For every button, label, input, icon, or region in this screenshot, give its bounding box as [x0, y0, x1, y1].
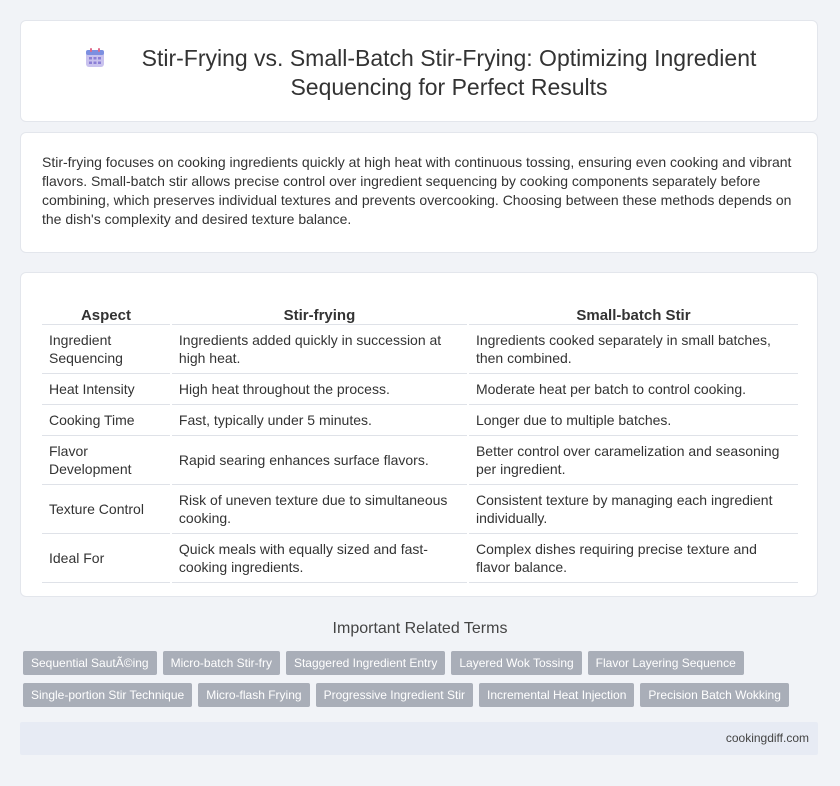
table-cell-aspect: Texture Control — [42, 485, 171, 534]
tag-row — [23, 683, 803, 707]
related-term-tag[interactable]: Micro-flash Frying — [198, 683, 309, 707]
related-terms-heading: Important Related Terms — [332, 620, 508, 637]
intro-paragraph: Stir-frying focuses on cooking ingredients quickly at high heat with continuous tossing, ensuring even cooking and vibrant flavors. Small-batch stir allows precise control over ingredient sequencing by cooking components separately before combining, which preserves individual textures and prevents overcooking. Choosing between these methods depends on the dish's complexity and desired texture balance. — [42, 154, 792, 227]
column-header-aspect: Aspect — [42, 293, 171, 325]
table-cell: High heat throughout the process. — [171, 374, 468, 405]
related-term-tag[interactable]: Layered Wok Tossing — [451, 651, 581, 675]
table-cell-aspect: Ingredient Sequencing — [42, 325, 171, 374]
table-row — [42, 405, 798, 436]
column-header-stir-frying: Stir-frying — [171, 293, 468, 325]
table-cell: Moderate heat per batch to control cooking. — [468, 374, 798, 405]
table-row — [42, 485, 798, 534]
related-term-tag[interactable]: Sequential SautÃ©ing — [23, 651, 157, 675]
table-row — [42, 534, 798, 583]
table-header-row — [42, 293, 798, 325]
table-cell: Ingredients cooked separately in small batches, then combined. — [468, 325, 798, 374]
table-cell: Consistent texture by managing each ingredient individually. — [468, 485, 798, 534]
tag-row — [23, 651, 803, 675]
footer-bar — [20, 722, 818, 755]
table-cell: Rapid searing enhances surface flavors. — [171, 436, 468, 485]
related-term-tag[interactable]: Micro-batch Stir-fry — [163, 651, 280, 675]
footer-site-link[interactable]: cookingdiff.com — [725, 731, 809, 745]
table-cell-aspect: Cooking Time — [42, 405, 171, 436]
table-row — [42, 436, 798, 485]
table-cell-aspect: Flavor Development — [42, 436, 171, 485]
table-cell: Fast, typically under 5 minutes. — [171, 405, 468, 436]
page-title — [21, 44, 817, 102]
related-terms-list — [23, 651, 803, 715]
table-cell: Quick meals with equally sized and fast-cooking ingredients. — [171, 534, 468, 583]
related-term-tag[interactable]: Incremental Heat Injection — [479, 683, 634, 707]
title-card — [20, 20, 818, 122]
comparison-table — [42, 293, 798, 583]
related-term-tag[interactable]: Precision Batch Wokking — [640, 683, 789, 707]
related-term-tag[interactable]: Progressive Ingredient Stir — [316, 683, 473, 707]
table-cell-aspect: Ideal For — [42, 534, 171, 583]
intro-card — [20, 132, 818, 253]
table-cell-aspect: Heat Intensity — [42, 374, 171, 405]
table-row — [42, 374, 798, 405]
table-row — [42, 325, 798, 374]
related-term-tag[interactable]: Staggered Ingredient Entry — [286, 651, 445, 675]
column-header-small-batch: Small-batch Stir — [468, 293, 798, 325]
table-cell: Ingredients added quickly in succession at high heat. — [171, 325, 468, 374]
table-cell: Better control over caramelization and seasoning per ingredient. — [468, 436, 798, 485]
table-cell: Risk of uneven texture due to simultaneous cooking. — [171, 485, 468, 534]
related-term-tag[interactable]: Single-portion Stir Technique — [23, 683, 192, 707]
table-cell: Complex dishes requiring precise texture and flavor balance. — [468, 534, 798, 583]
page-title-text: Stir-Frying vs. Small-Batch Stir-Frying: Optimizing Ingredient Sequencing for Perfect Results — [141, 45, 757, 100]
comparison-card — [20, 272, 818, 597]
table-cell: Longer due to multiple batches. — [468, 405, 798, 436]
related-term-tag[interactable]: Flavor Layering Sequence — [588, 651, 744, 675]
